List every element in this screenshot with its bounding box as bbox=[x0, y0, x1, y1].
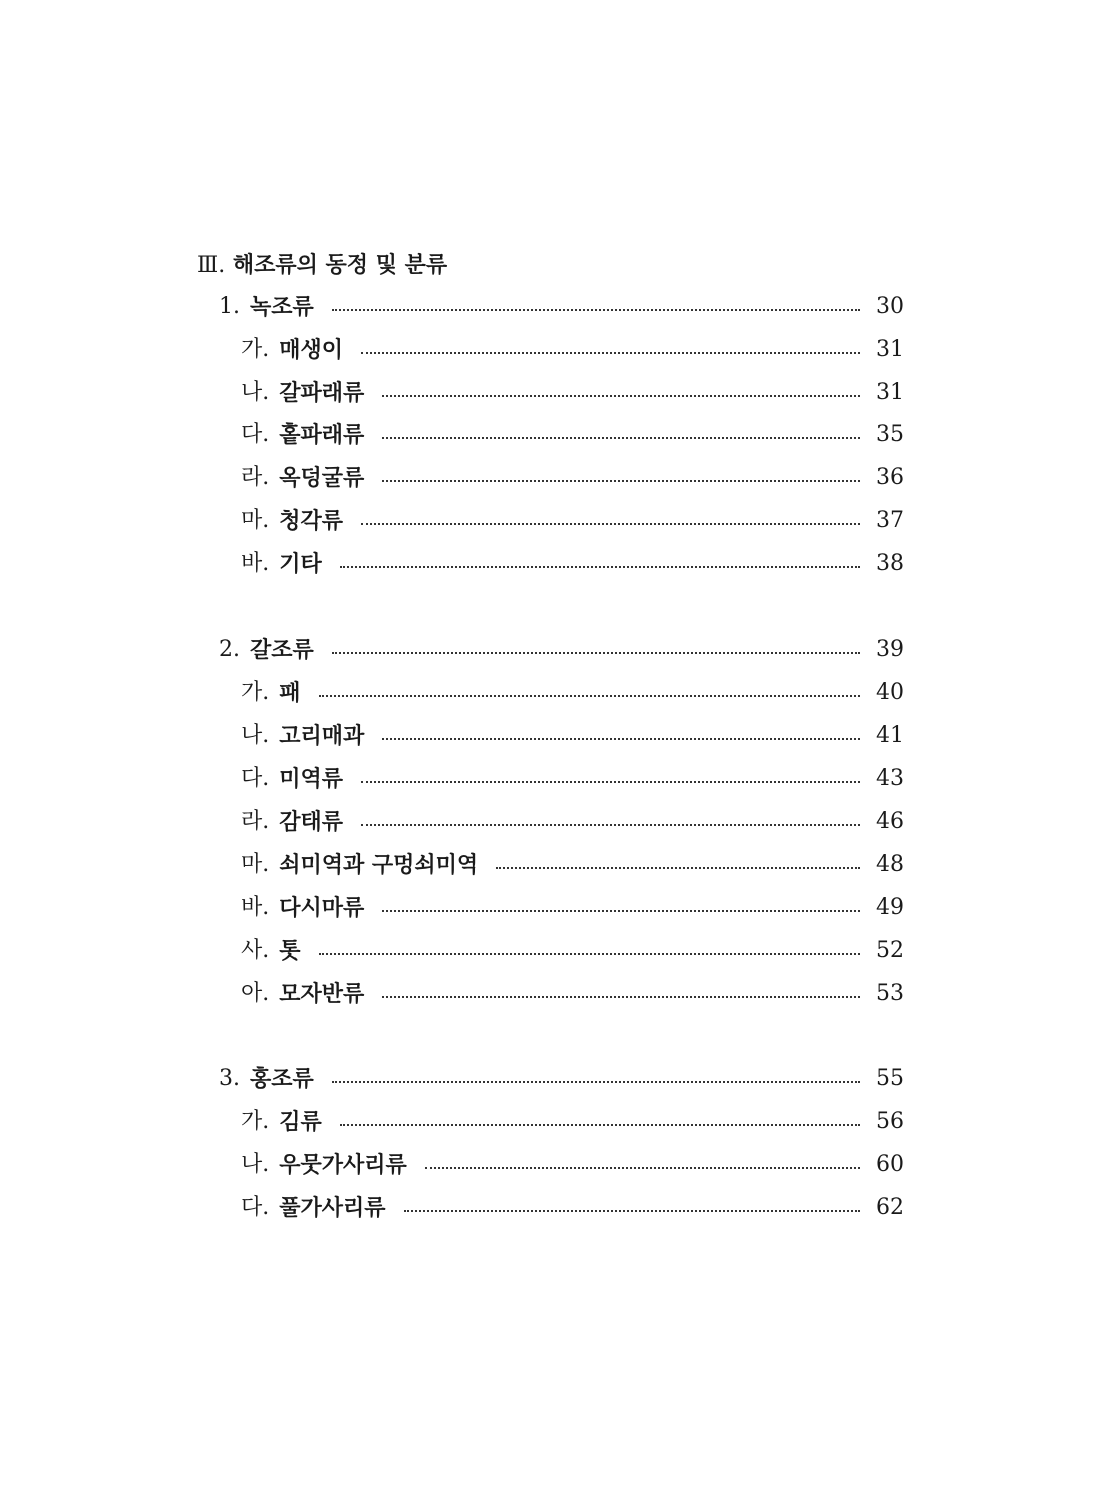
toc-subsection-entry bbox=[241, 376, 904, 410]
chapter-title: 해조류의 동정 및 분류 bbox=[232, 252, 448, 278]
dot-leader bbox=[332, 652, 860, 654]
dot-leader bbox=[425, 1167, 860, 1169]
entry-number: 나. bbox=[241, 1152, 270, 1177]
entry-number: 1. bbox=[219, 294, 240, 319]
entry-number: 가. bbox=[241, 1109, 270, 1134]
dot-leader bbox=[382, 738, 860, 740]
entry-title: 고리매과 bbox=[279, 723, 365, 749]
toc-subsection-entry bbox=[241, 461, 904, 495]
toc-subsection-entry bbox=[241, 891, 904, 925]
entry-number: 마. bbox=[241, 852, 270, 877]
dot-leader bbox=[382, 480, 860, 482]
toc-subsection-entry bbox=[241, 762, 904, 796]
entry-title: 모자반류 bbox=[279, 981, 365, 1007]
toc-subsection-entry bbox=[241, 719, 904, 753]
toc-section-entry bbox=[219, 633, 904, 667]
entry-title: 톳 bbox=[279, 938, 301, 964]
entry-title: 감태류 bbox=[279, 809, 344, 835]
dot-leader bbox=[382, 395, 860, 397]
entry-number: 가. bbox=[241, 680, 270, 705]
toc-section-entry bbox=[219, 1062, 904, 1096]
entry-title: 기타 bbox=[279, 551, 322, 577]
entry-title: 청각류 bbox=[279, 508, 344, 534]
entry-number: 바. bbox=[241, 551, 270, 576]
page-number: 40 bbox=[876, 680, 904, 705]
dot-leader bbox=[361, 523, 860, 525]
entry-title: 미역류 bbox=[279, 766, 344, 792]
toc-subsection-entry bbox=[241, 805, 904, 839]
page-number: 56 bbox=[876, 1109, 904, 1134]
dot-leader bbox=[382, 910, 860, 912]
page-number: 49 bbox=[876, 895, 904, 920]
dot-leader bbox=[404, 1210, 860, 1212]
toc-subsection-entry bbox=[241, 504, 904, 538]
entry-title: 홍조류 bbox=[250, 1066, 314, 1092]
page-number: 30 bbox=[876, 294, 904, 319]
entry-title: 갈파래류 bbox=[279, 380, 365, 406]
toc-subsection-entry bbox=[241, 1148, 904, 1182]
entry-title: 김류 bbox=[279, 1109, 322, 1135]
toc-subsection-entry bbox=[241, 1105, 904, 1139]
entry-number: 다. bbox=[241, 1195, 270, 1220]
entry-number: 다. bbox=[241, 766, 270, 791]
dot-leader bbox=[382, 437, 860, 439]
toc-subsection-entry bbox=[241, 333, 904, 367]
toc-subsection-entry bbox=[241, 1191, 904, 1225]
entry-number: 3. bbox=[219, 1066, 240, 1091]
entry-number: 사. bbox=[241, 938, 270, 963]
entry-title: 쇠미역과 구멍쇠미역 bbox=[279, 852, 479, 878]
toc-subsection-entry bbox=[241, 676, 904, 710]
entry-title: 우뭇가사리류 bbox=[279, 1152, 407, 1178]
page-number: 37 bbox=[876, 508, 904, 533]
toc-subsection-entry bbox=[241, 418, 904, 452]
entry-number: 나. bbox=[241, 380, 270, 405]
dot-leader bbox=[332, 309, 860, 311]
dot-leader bbox=[361, 824, 860, 826]
entry-title: 풀가사리류 bbox=[279, 1195, 386, 1221]
entry-number: 바. bbox=[241, 895, 270, 920]
toc-subsection-entry bbox=[241, 848, 904, 882]
entry-number: 가. bbox=[241, 337, 270, 362]
chapter-numeral: Ⅲ. bbox=[197, 253, 226, 278]
page-number: 60 bbox=[876, 1152, 904, 1177]
entry-title: 다시마류 bbox=[279, 895, 365, 921]
entry-title: 옥덩굴류 bbox=[279, 465, 365, 491]
toc-subsection-entry bbox=[241, 547, 904, 581]
entry-number: 2. bbox=[219, 637, 240, 662]
page-number: 55 bbox=[876, 1066, 904, 1091]
page-number: 36 bbox=[876, 465, 904, 490]
entry-number: 라. bbox=[241, 465, 270, 490]
page-number: 53 bbox=[876, 981, 904, 1006]
entry-title: 홑파래류 bbox=[279, 422, 365, 448]
entry-number: 나. bbox=[241, 723, 270, 748]
page-number: 38 bbox=[876, 551, 904, 576]
entry-title: 패 bbox=[279, 680, 301, 706]
toc-section-entry bbox=[219, 290, 904, 324]
dot-leader bbox=[319, 953, 860, 955]
toc-subsection-entry bbox=[241, 977, 904, 1011]
page-number: 46 bbox=[876, 809, 904, 834]
dot-leader bbox=[319, 695, 860, 697]
dot-leader bbox=[496, 867, 860, 869]
page-number: 43 bbox=[876, 766, 904, 791]
page-number: 62 bbox=[876, 1195, 904, 1220]
dot-leader bbox=[361, 781, 860, 783]
page-number: 41 bbox=[876, 723, 904, 748]
dot-leader bbox=[340, 566, 860, 568]
entry-title: 녹조류 bbox=[250, 294, 314, 320]
chapter-heading bbox=[197, 248, 447, 283]
dot-leader bbox=[382, 996, 860, 998]
entry-number: 다. bbox=[241, 422, 270, 447]
page-number: 31 bbox=[876, 337, 904, 362]
page-number: 48 bbox=[876, 852, 904, 877]
entry-title: 갈조류 bbox=[250, 637, 314, 663]
page-number: 35 bbox=[876, 422, 904, 447]
dot-leader bbox=[332, 1081, 860, 1083]
entry-number: 아. bbox=[241, 981, 270, 1006]
page-number: 31 bbox=[876, 380, 904, 405]
page-number: 52 bbox=[876, 938, 904, 963]
toc-subsection-entry bbox=[241, 934, 904, 968]
entry-number: 라. bbox=[241, 809, 270, 834]
page-number: 39 bbox=[876, 637, 904, 662]
entry-title: 매생이 bbox=[279, 337, 344, 363]
dot-leader bbox=[361, 352, 860, 354]
entry-number: 마. bbox=[241, 508, 270, 533]
dot-leader bbox=[340, 1124, 860, 1126]
